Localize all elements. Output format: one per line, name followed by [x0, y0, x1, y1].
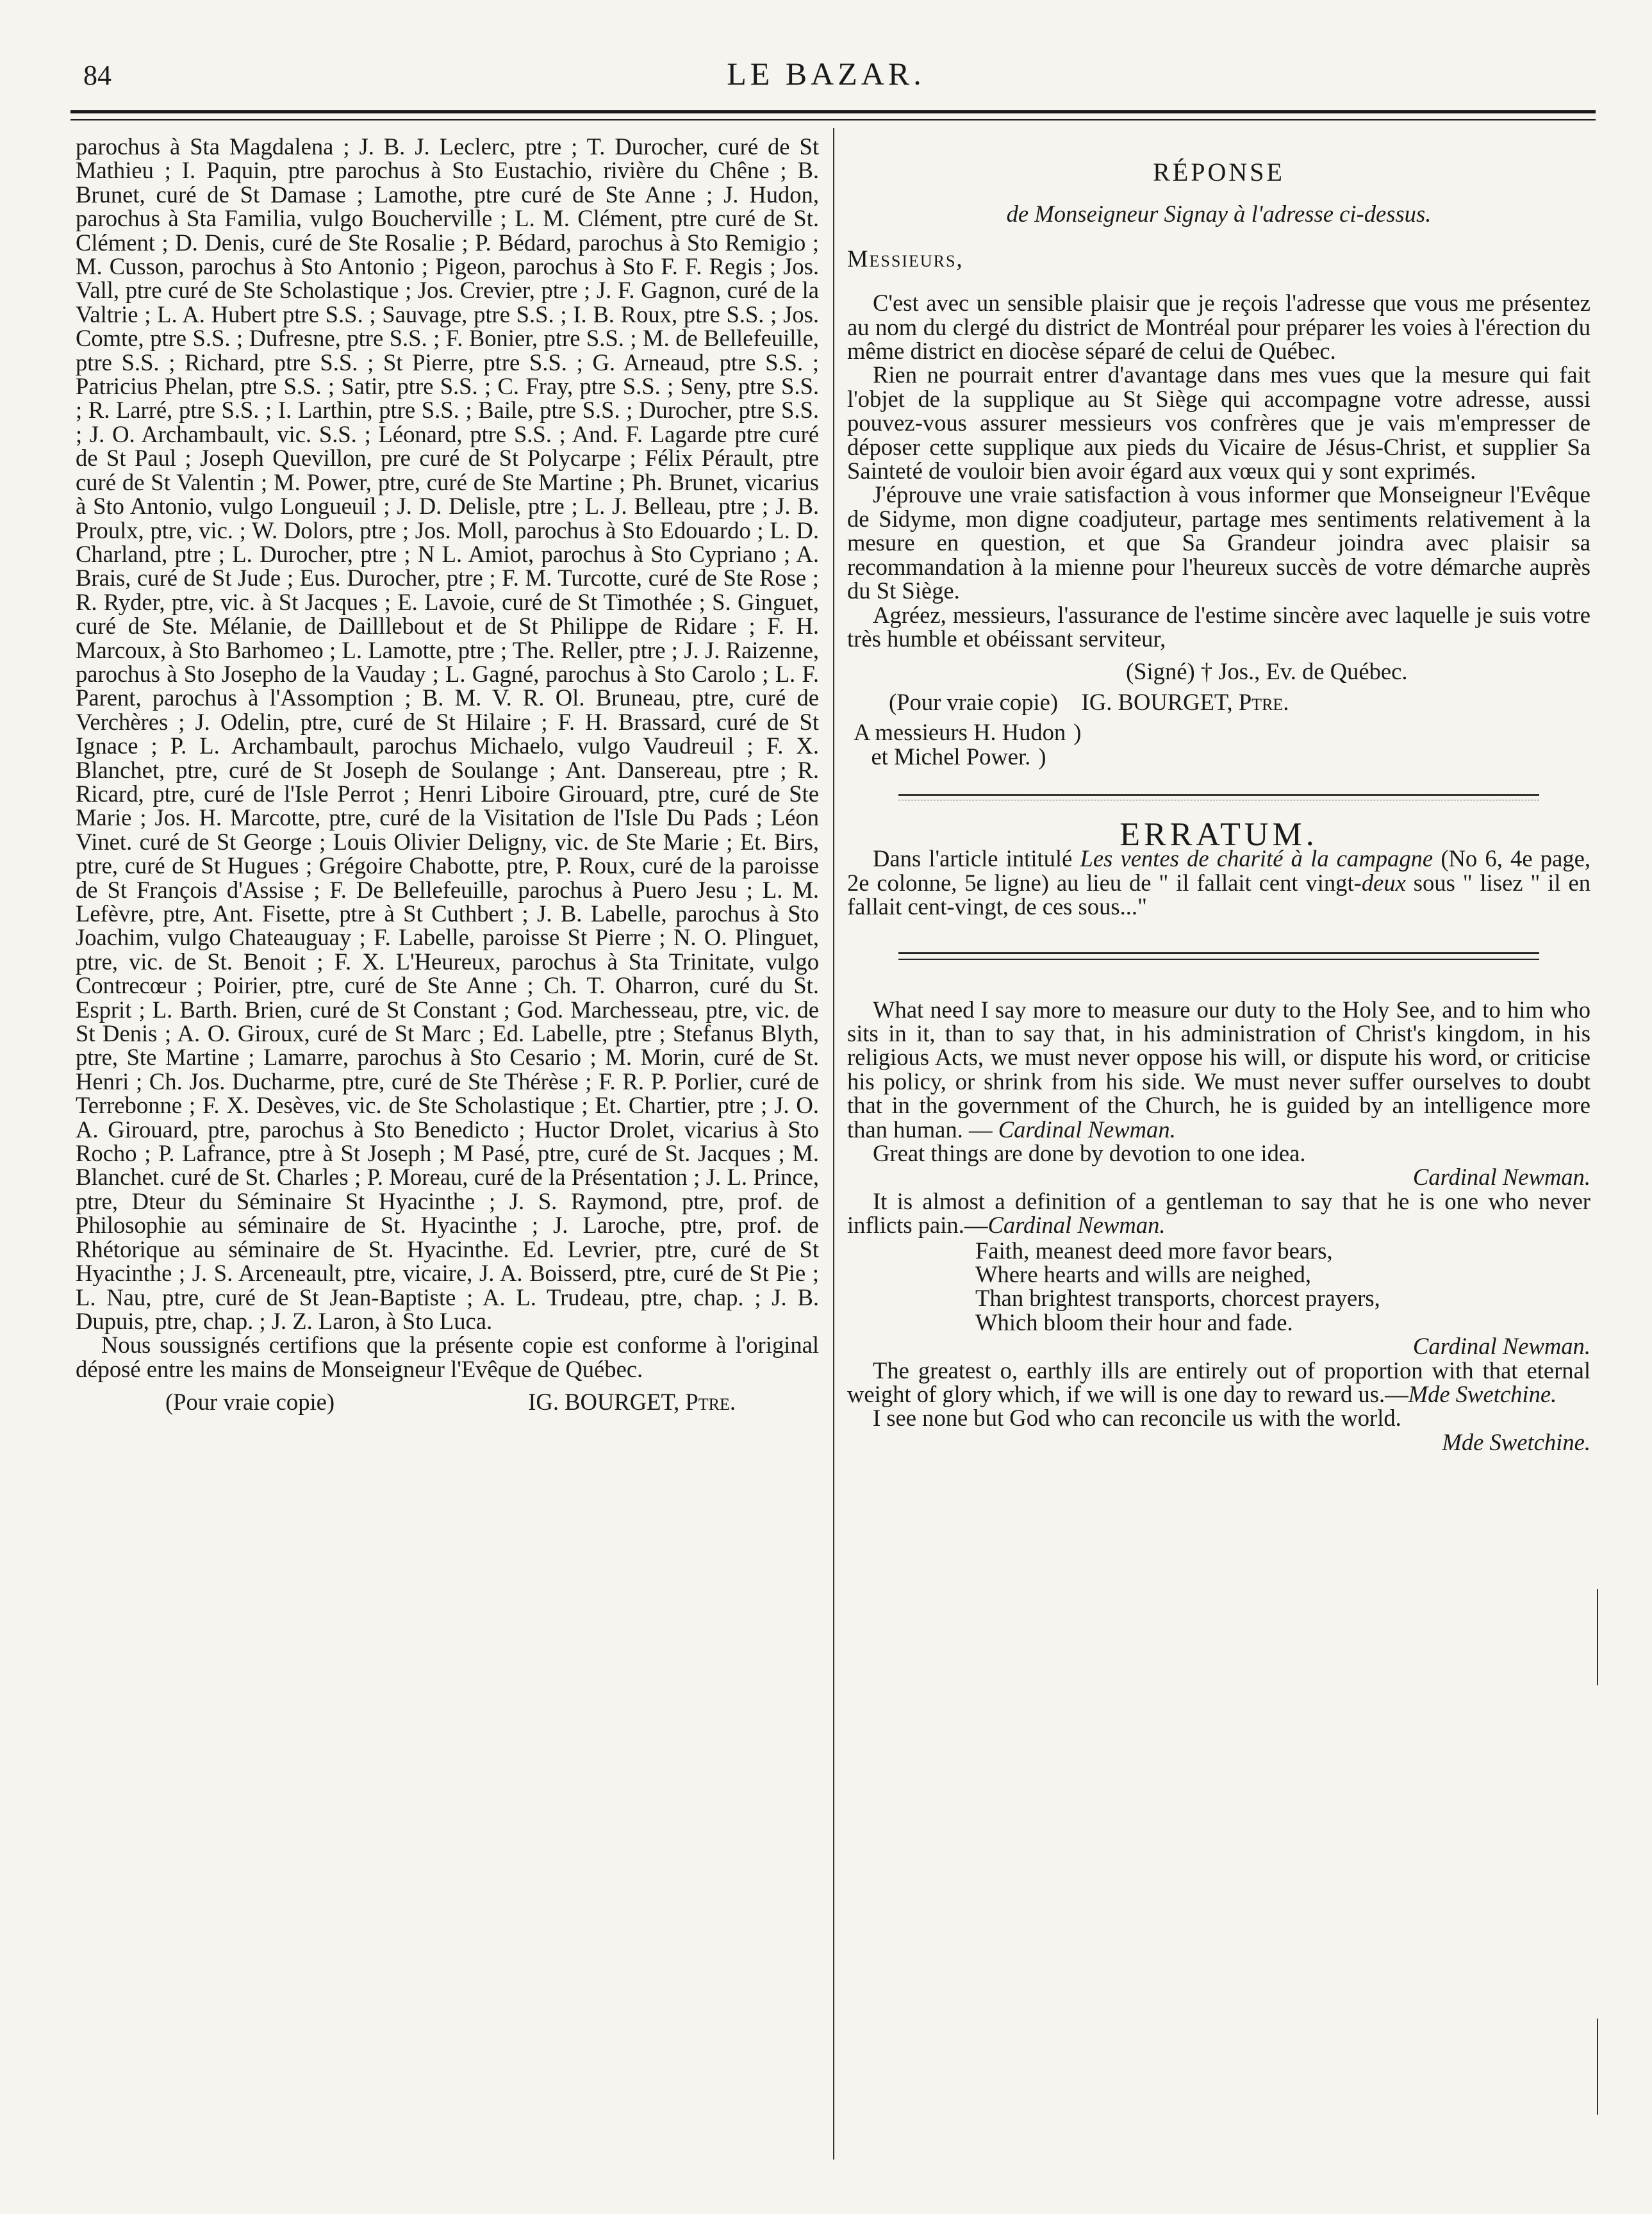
quote-5: I see none but God who can reconcile us with the world. — [873, 1405, 1401, 1432]
brace-icon: ) — [1038, 743, 1046, 770]
margin-bar — [1597, 2019, 1598, 2115]
erratum-text — [847, 847, 1590, 918]
reponse-salutation: Messieurs, — [847, 245, 964, 272]
header-rule-thin — [70, 119, 1596, 120]
column-divider — [833, 128, 834, 2160]
closing-signature: IG. BOURGET, Ptre. — [528, 1389, 736, 1416]
quotes-divider — [898, 952, 1539, 954]
running-title: LE BAZAR. — [727, 56, 925, 92]
right-column — [847, 128, 1590, 1454]
quote-3-text: It is almost a definition of a gentleman to say that he is one who never inflicts pain.— — [847, 1187, 1590, 1239]
reponse-paragraph-3: J'éprouve une vraie satisfaction à vous informer que Monseigneur l'Evêque de Sidyme, mon digne coadjuteur, partage mes sentiments relativement à la mesure en question, et que Sa Grandeur joindra avec plaisir sa recommandation à la mienne pour l'heureux succès de votre démarche auprès du St Siège. — [847, 481, 1590, 604]
reponse-subtitle: de Monseigneur Signay à l'adresse ci-dessus. — [1006, 201, 1432, 227]
quote-4 — [847, 1359, 1590, 1407]
quote-2: Great things are done by devotion to one idea. — [873, 1140, 1306, 1166]
quote-1 — [847, 998, 1590, 1141]
poem-line: Than brightest transports, chorcest prayers, — [975, 1285, 1380, 1312]
reponse-paragraph-2: Rien ne pourrait entrer d'avantage dans mes vues que la mesure qui fait l'objet de la supplique au St Siège qui accompagne votre adresse, aussi pouvez-vous assurer messieurs vos confrères que je vais m'empresser de déposer cette supplique aux pieds du Vicaire de Jésus-Christ, et supplier Sa Sainteté de vouloir bien avoir égard aux vœux qui y sont exprimés. — [847, 361, 1590, 484]
reponse-title: RÉPONSE — [1153, 158, 1285, 186]
erratum-article-title: Les ventes de charité à la campagne — [1080, 845, 1433, 872]
erratum-text-b: (No 6, 4e page, 2e colonne, 5e ligne) au lieu de " il fallait cent vingt- — [847, 845, 1590, 896]
quote-1-text: What need I say more to measure our duty to the Holy See, and to him who sits in it, than to say that, in his administration of Christ's kingdom, in his religious Acts, we must never oppose his will, or dispute his word, or criticise his policy, or shrink from his side. We must never suffer ourselves to doubt that in the government of the Church, he is guided by an intelligence more than human. — — [847, 996, 1590, 1143]
reponse-copie — [847, 690, 1590, 714]
erratum-title: ERRATUM. — [1119, 816, 1318, 853]
quote-4-attribution: Mde Swetchine. — [1408, 1381, 1557, 1408]
copie-label: (Pour vraie copie) — [889, 688, 1059, 715]
quote-1-attribution: Cardinal Newman. — [998, 1116, 1176, 1143]
poem-line: Where hearts and wills are neighed, — [975, 1261, 1312, 1288]
page-header — [0, 45, 1652, 103]
poem — [847, 1239, 1590, 1335]
erratum-word: deux — [1361, 869, 1406, 896]
poem-attribution: Cardinal Newman. — [1412, 1333, 1590, 1360]
reponse-paragraph-1: C'est avec un sensible plaisir que je reçois l'adresse que vous me présentez au nom du clergé du district de Montréal pour préparer les voies à l'érection du même district en diocèse séparé de celui de Québec. — [847, 290, 1590, 365]
reponse-addressee — [847, 720, 1590, 768]
erratum-text-c: sous " lisez " il en fallait cent-vingt, de ces sous..." — [847, 869, 1590, 920]
quotes-section — [847, 998, 1590, 1455]
quote-3-attribution: Cardinal Newman. — [987, 1212, 1166, 1239]
quote-2-attribution: Cardinal Newman. — [1412, 1164, 1590, 1191]
header-rule-thick — [70, 110, 1596, 113]
quote-5-attribution: Mde Swetchine. — [1442, 1428, 1590, 1455]
reponse-paragraph-4: Agréez, messieurs, l'assurance de l'estime sincère avec laquelle je suis votre très humble et obéissant serviteur, — [847, 601, 1590, 652]
closing-copy-label: (Pour vraie copie) — [165, 1389, 335, 1416]
poem-line: Faith, meanest deed more favor bears, — [975, 1237, 1333, 1264]
copie-name: IG. BOURGET, Ptre. — [1081, 688, 1289, 715]
left-closing — [76, 1390, 819, 1414]
brace-icon: ) — [1073, 719, 1082, 746]
signatory-list: parochus à Sta Magdalena ; J. B. J. Leclerc, ptre ; T. Durocher, curé de St Mathieu ; I. Paquin, ptre parochus à Sto Eustachio, rivière du Chêne ; B. Brunet, curé de St Damase ; Lamothe, ptre curé de Ste Anne ; J. Hudon, parochus à Sta Familia, vulgo Boucherville ; L. M. Clément, ptre curé de St. Clément ; D. Denis, curé de Ste Rosalie ; P. Bédard, parochus à Sto Remigio ; M. Cusson, parochus à Sto Antonio ; Pigeon, parochus à Sto F. F. Regis ; Jos. Vall, ptre curé de Ste Scholastique ; Jos. Crevier, ptre ; J. F. Gagnon, curé de la Valtrie ; L. A. Hubert ptre S.S. ; Sauvage, ptre S.S. ; I. B. Roux, ptre S.S. ; Jos. Comte, ptre S.S. ; Dufresne, ptre S.S. ; F. Bonier, ptre S.S. ; M. de Bellefeuille, ptre S.S. ; Richard, ptre S.S. ; St Pierre, ptre S.S. ; G. Arneaud, ptre S.S. ; Patricius Phelan, ptre S.S. ; Satir, ptre S.S. ; C. Fray, ptre S.S. ; Seny, ptre S.S. ; R. Larré, ptre S.S. ; I. Larthin, ptre S.S. ; Baile, ptre S.S. ; Durocher, ptre S.S. ; J. O. Archambault, vic. S.S. ; Léonard, ptre S.S. ; And. F. Lagarde ptre curé de St Paul ; Joseph Quevillon, pre curé de St Polycarpe ; Félix Pérault, ptre curé de St Valentin ; M. Power, ptre, curé de Ste Martine ; Ph. Brunet, vicarius à Sto Antonio, vulgo Longueuil ; J. D. Delisle, ptre ; L. J. Belleau, ptre ; J. B. Proulx, ptre, vic. ; W. Dolors, ptre ; Jos. Moll, parochus à Sto Edouardo ; L. D. Charland, ptre ; L. Durocher, ptre ; N L. Amiot, parochus à Sto Cypriano ; A. Brais, curé de St Jude ; Eus. Durocher, ptre ; F. M. Turcotte, curé de Ste Rose ; R. Ryder, ptre, vic. à St Jacques ; E. Lavoie, curé de St Timothée ; S. Ginguet, curé de Ste. Mélanie, de Dailllebout et de St Philippe de Ridare ; F. H. Marcoux, à Sto Barhomeo ; L. Lamotte, ptre ; The. Reller, ptre ; J. J. Raizenne, parochus à Sto Josepho de la Vauday ; L. Gagné, parochus à Sto Carolo ; L. F. Parent, parochus à l'Assomption ; B. M. V. R. Ol. Bruneau, ptre, curé de Verchères ; J. Odelin, ptre, curé de St Hilaire ; F. H. Brassard, curé de St Ignace ; P. L. Archambault, parochus Michaelo, vulgo Vaudreuil ; F. X. Blanchet, ptre, curé de St Joseph de Soulange ; Ant. Dansereau, ptre ; R. Ricard, ptre, curé de l'Isle Perrot ; Henri Liboire Girouard, ptre, curé de Ste Marie ; Jos. H. Marcotte, ptre, curé de la Visitation de l'Isle Du Pads ; Léon Vinet. curé de St George ; Louis Olivier Deligny, vic. de Ste Marie ; Et. Birs, ptre, curé de St Hugues ; Grégoire Chabotte, ptre, P. Roux, curé de la paroisse de St François d'Assise ; F. De Bellefeuille, parochus à Puero Jesu ; L. M. Lefèvre, ptre, Ant. Fisette, ptre à St Cuthbert ; J. B. Labelle, parochus à Sto Joachim, vulgo Chateauguay ; F. Labelle, paroisse St Pierre ; N. O. Plinguet, ptre, vic. de St. Benoit ; F. X. L'Heureux, parochus à Sta Trinitate, vulgo Contrecœur ; Poirier, ptre, curé de Ste Anne ; Ch. T. Oharron, curé du St. Esprit ; L. Barth. Brien, curé de St Constant ; God. Marchesseau, ptre, vic. de St Denis ; A. O. Giroux, curé de St Marc ; Ed. Labelle, ptre ; Stefanus Blyth, ptre, Ste Martine ; Lamarre, parochus à Sto Cesario ; M. Morin, curé de St. Henri ; Ch. Jos. Ducharme, ptre, curé de Ste Thérèse ; F. R. P. Porlier, curé de Terrebonne ; F. X. Desèves, vic. de Ste Scholastique ; Et. Chartier, ptre ; J. O. A. Girouard, ptre, parochus à Sto Benedicto ; Huctor Drolet, vicarius à Sto Rocho ; P. Lafrance, ptre à St Joseph ; M Pasé, ptre, curé de St. Jacques ; M. Blanchet. curé de St. Charles ; P. Moreau, curé de la Présentation ; J. L. Prince, ptre, Dteur du Séminaire St Hyacinthe ; J. S. Raymond, ptre, prof. de Philosophie au séminaire de St. Hyacinthe ; J. Laroche, ptre, prof. de Rhétorique au séminaire de St. Hyacinthe. Ed. Levrier, ptre, curé de St Hyacinthe ; J. S. Arceneault, ptre, vicaire, J. A. Boisserd, ptre, curé de St Pie ; L. Nau, ptre, curé de St Jean-Baptiste ; A. L. Trudeau, ptre, chap. ; J. B. Dupuis, ptre, chap. ; J. Z. Laron, à Sto Luca. — [76, 133, 819, 1334]
addressee-line-1: A messieurs H. Hudon — [854, 719, 1066, 746]
reponse-signature: (Signé) † Jos., Ev. de Québec. — [1126, 658, 1408, 685]
page-number: 84 — [83, 60, 112, 91]
section-divider — [898, 794, 1539, 796]
erratum-text-a: Dans l'article intitulé — [873, 845, 1080, 872]
addressee-line-2: et Michel Power. — [871, 743, 1031, 770]
reponse-body — [847, 291, 1590, 650]
poem-line: Which bloom their hour and fade. — [975, 1309, 1293, 1335]
quote-4-text: The greatest o, earthly ills are entirely out of proportion with that eternal weight of glory which, if we will is one day to reward us.— — [847, 1357, 1590, 1408]
margin-bar — [1597, 1589, 1598, 1685]
certification-text: Nous soussignés certifions que la présente copie est conforme à l'original déposé entre les mains de Monseigneur l'Evêque de Québec. — [76, 1332, 819, 1382]
quote-3 — [847, 1189, 1590, 1237]
left-column — [76, 135, 819, 1414]
